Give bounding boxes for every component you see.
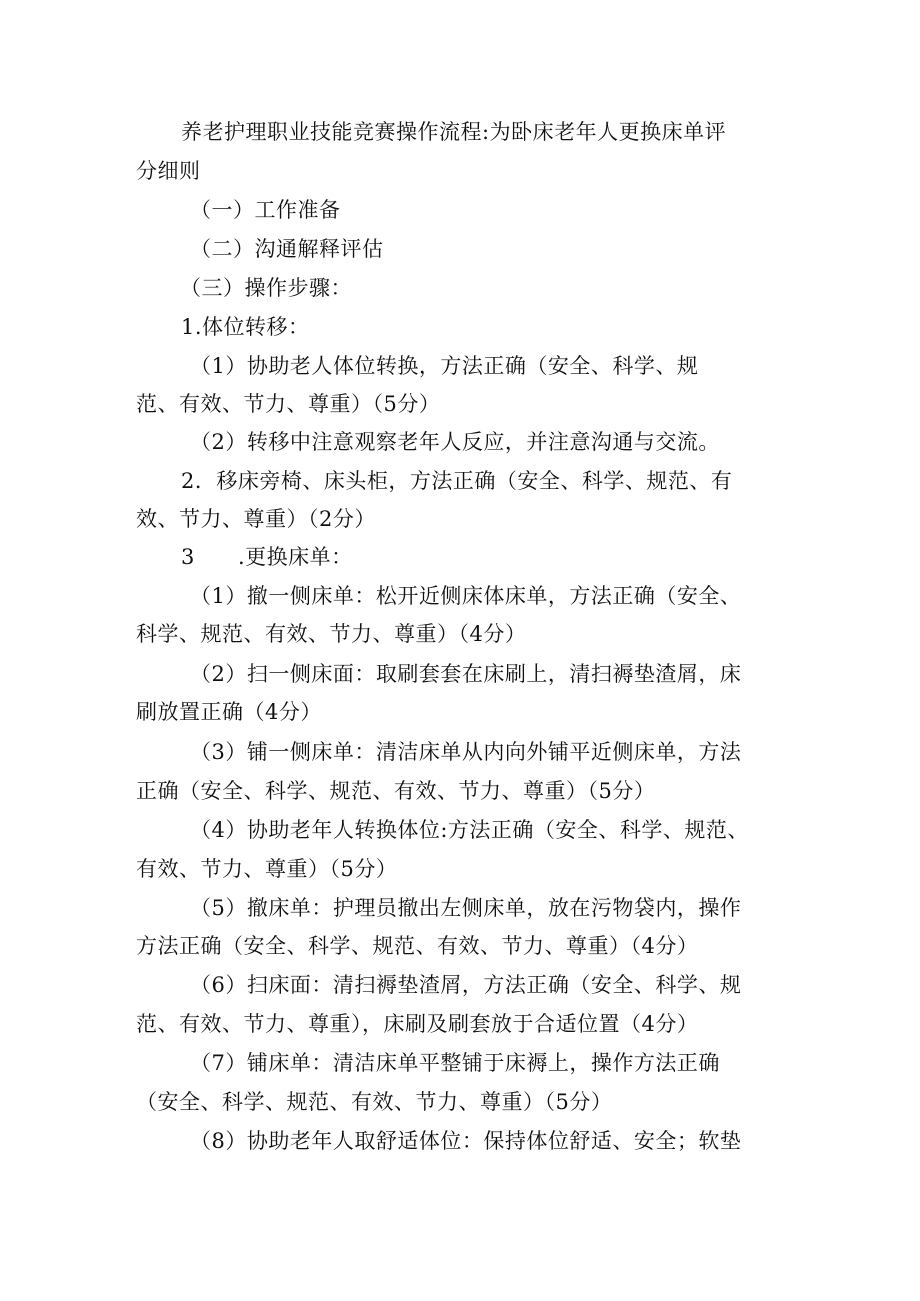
item1-line1: （1）撤一侧床单：松开近侧床体床单，方法正确（安全、: [190, 584, 742, 608]
item7-line1: （7）铺床单：清洁床单平整铺于床褥上，操作方法正确: [190, 1051, 720, 1075]
item4-line1: （4）协助老年人转换体位:方法正确（安全、科学、规范、: [190, 818, 749, 842]
item3-line1: （3）铺一侧床单：清洁床单从内向外铺平近侧床单，方法: [190, 740, 742, 764]
item4-line2: 有效、节力、尊重）（5分）: [136, 857, 398, 881]
step1-item1-line2: 范、有效、节力、尊重）（5分）: [136, 392, 441, 416]
section-heading-preparation: （一）工作准备: [190, 198, 341, 222]
step1-item2: （2）转移中注意观察老年人反应，并注意沟通与交流。: [190, 430, 720, 454]
step3-number: 3: [181, 545, 195, 569]
item5-line2: 方法正确（安全、科学、规范、有效、节力、尊重）（4分）: [136, 934, 699, 958]
section-heading-communication: （二）沟通解释评估: [190, 237, 384, 261]
document-title-line2: 分细则: [136, 159, 201, 183]
step2-line1: 2．移床旁椅、床头柜，方法正确（安全、科学、规范、有: [181, 469, 733, 493]
document-title-line1: 养老护理职业技能竞赛操作流程:为卧床老年人更换床单评: [181, 120, 727, 144]
item5-line1: （5）撤床单：护理员撤出左侧床单，放在污物袋内，操作: [190, 896, 742, 920]
item6-line2: 范、有效、节力、尊重），床刷及刷套放于合适位置（4分）: [136, 1012, 699, 1036]
item3-line2: 正确（安全、科学、规范、有效、节力、尊重）（5分）: [136, 779, 656, 803]
item2-line1: （2）扫一侧床面：取刷套套在床刷上，清扫褥垫渣屑，床: [190, 662, 742, 686]
item2-line2: 刷放置正确（4分）: [136, 700, 322, 724]
item7-line2: （安全、科学、规范、有效、节力、尊重）（5分）: [136, 1090, 613, 1114]
item8-line1: （8）协助老年人取舒适体位：保持体位舒适、安全；软垫: [190, 1129, 742, 1153]
step1-heading: 1.体位转移：: [181, 315, 310, 339]
step1-item1-line1: （1）协助老人体位转换，方法正确（安全、科学、规: [190, 354, 699, 378]
step3-heading: .更换床单：: [238, 545, 353, 569]
step2-line2: 效、节力、尊重）（2分）: [136, 507, 376, 531]
item1-line2: 科学、规范、有效、节力、尊重）（4分）: [136, 622, 527, 646]
section-heading-steps: （三）操作步骤：: [180, 276, 352, 300]
item6-line1: （6）扫床面：清扫褥垫渣屑，方法正确（安全、科学、规: [190, 973, 742, 997]
